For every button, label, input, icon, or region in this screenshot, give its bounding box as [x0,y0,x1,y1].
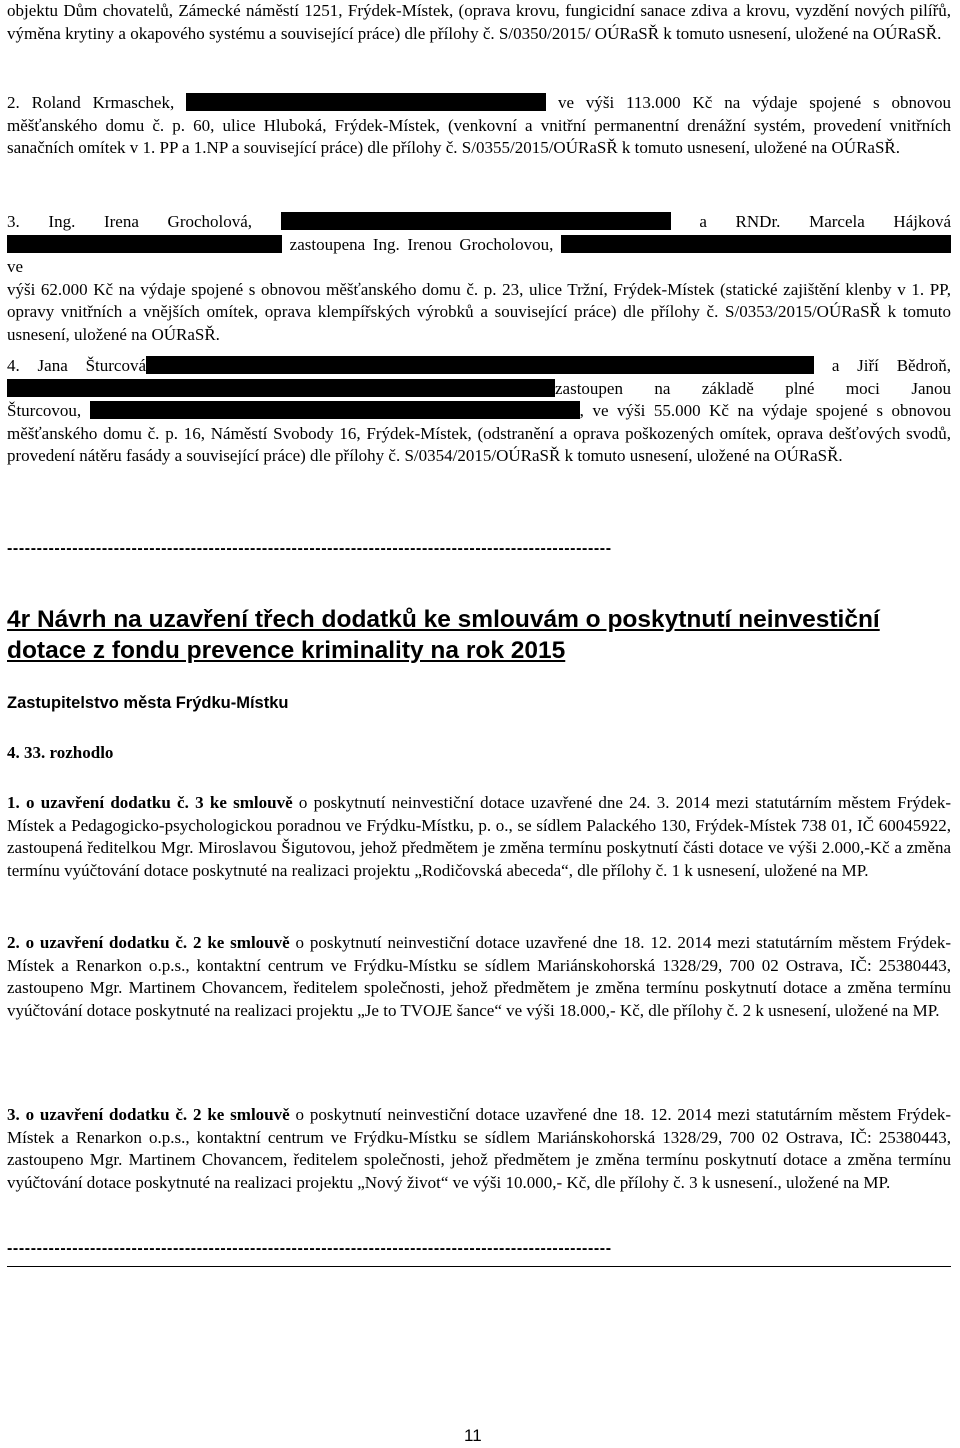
decision-item-1 [7,792,951,882]
grantee-name-2: a RNDr. Marcela Hájková [699,212,952,231]
paragraph-item-3 [7,211,951,346]
decision-label: 4. 33. rozhodlo [7,743,114,762]
section-title: 4r Návrh na uzavření třech dodatků ke smlouvám o poskytnutí neinvestiční dotace z fondu prevence kriminality na rok 2015 [7,606,880,664]
separator-line-bottom: ------------------------------------------------------------------------------------------------------ [7,1240,612,1257]
body-title-block [7,694,951,713]
grantee-name: 4. Jana Šturcová [7,356,146,375]
representative-name: Šturcovou, [7,401,82,420]
body-title: Zastupitelstvo města Frýdku-Místku [7,694,289,712]
redaction-block [90,401,580,419]
redaction-block [561,235,951,253]
decision-lead: 1. o uzavření dodatku č. 3 ke smlouvě [7,793,293,812]
redaction-block [186,93,546,111]
paragraph-item-1-end [7,0,951,45]
grant-details: , ve výši 55.000 Kč na výdaje spojené s obnovou měšťanského domu č. p. 16, Náměstí Svobody 16, Frýdek-Místek, (odstranění a oprava poškozených omítek, oprava dešťových svodů, provedení nátěru fasády a související práce) dle přílohy č. S/0354/2015/OÚRaSŘ k tomuto usnesení, uložené na OÚRaSŘ. [7,401,951,465]
text-fragment: ve [7,257,24,276]
paragraph-text: objektu Dům chovatelů, Zámecké náměstí 1251, Frýdek-Místek, (oprava krovu, fungicidní sanace zdiva a krovu, vyzdění nových pilířů, výměna krytiny a okapového systému a související práce) dle přílohy č. S/0350/2015/ OÚRaSŘ k tomuto usnesení, uložené na OÚRaSŘ. [7,1,951,43]
divider-rule [7,1266,951,1267]
decision-text: o poskytnutí neinvestiční dotace uzavřené dne 24. 3. 2014 mezi statutárním městem Frýdek-Místek a Pedagogicko-psychologickou poradnou ve Frýdku-Místku, p. o., se sídlem Palackého 130, Frýdek-Místek 738 01, IČ 60045922, zastoupená ředitelkou Mgr. Miroslavou Šigutovou, jehož předmětem je změna termínu poskytnutí části dotace ve výši 2.000,-Kč a změna termínu vyúčtování dotace poskytnuté na realizaci projektu „Rodičovská abeceda“, dle přílohy č. 1 k usnesení, uložené na MP. [7,793,951,880]
grant-details: ve výši 113.000 Kč na výdaje spojené s obnovou měšťanského domu č. p. 60, ulice Hluboká, Frýdek-Místek, (venkovní a vnitřní permanentní drenážní systém, provedení vnitřních sanačních omítek v 1. PP a 1.NP a související práce) dle přílohy č. S/0355/2015/OÚRaSŘ k tomuto usnesení, uložené na OÚRaSŘ. [7,93,952,157]
decision-lead: 3. o uzavření dodatku č. 2 ke smlouvě [7,1105,290,1124]
paragraph-item-4 [7,355,951,468]
decision-text: o poskytnutí neinvestiční dotace uzavřené dne 18. 12. 2014 mezi statutárním městem Frýdek-Místek a Renarkon o.p.s., kontaktní centrum ve Frýdku-Místku se sídlem Mariánskohorská 1328/29, 700 02 Ostrava, IČ: 25380443, zastoupeno Mgr. Martinem Chovancem, ředitelem společnosti, jehož předmětem je změna termínu poskytnutí dotace a změna termínu vyúčtování dotace poskytnuté na realizaci projektu „Je to TVOJE šance“ ve výši 18.000,- Kč, dle přílohy č. 2 k usnesení, uložené na MP. [7,933,952,1020]
representative: zastoupen na základě plné moci Janou [555,378,951,398]
decision-text: o poskytnutí neinvestiční dotace uzavřené dne 18. 12. 2014 mezi statutárním městem Frýdek-Místek a Renarkon o.p.s., kontaktní centrum ve Frýdku-Místku se sídlem Mariánskohorská 1328/29, 700 02 Ostrava, IČ: 25380443, zastoupeno Mgr. Martinem Chovancem, ředitelem společnosti, jehož předmětem je změna termínu poskytnutí dotace a změna termínu vyúčtování dotace poskytnuté na realizaci projektu „Nový život“ ve výši 10.000,- Kč, dle přílohy č. 3 k usnesení., uložené na MP. [7,1105,952,1192]
decision-lead: 2. o uzavření dodatku č. 2 ke smlouvě [7,933,290,952]
paragraph-item-2 [7,92,951,160]
page-number: 11 [464,1426,482,1445]
grantee-name-2: a Jiří Bědroň, [831,356,951,375]
representative: zastoupena Ing. Irenou Grocholovou, [289,234,554,254]
redaction-block [7,235,282,253]
grantee-name: 3. Ing. Irena Grocholová, [7,212,253,231]
section-heading [7,604,951,666]
separator-line: ------------------------------------------------------------------------------------------------------ [7,540,612,557]
decision-block [7,742,951,765]
redaction-block [146,356,814,374]
redaction-block [281,212,671,230]
redaction-block [7,379,555,397]
grantee-name: 2. Roland Krmaschek, [7,93,175,112]
decision-item-2 [7,932,951,1022]
decision-item-3 [7,1104,951,1194]
grant-details: výši 62.000 Kč na výdaje spojené s obnovou měšťanského domu č. p. 23, ulice Tržní, Frýdek-Místek (statické zajištění klenby v 1. PP, opravy vnitřních a vnějších omítek, oprava klempířských výrobků a související práce) dle přílohy č. S/0353/2015/OÚRaSŘ k tomuto usnesení, uložené na OÚRaSŘ. [7,279,951,344]
